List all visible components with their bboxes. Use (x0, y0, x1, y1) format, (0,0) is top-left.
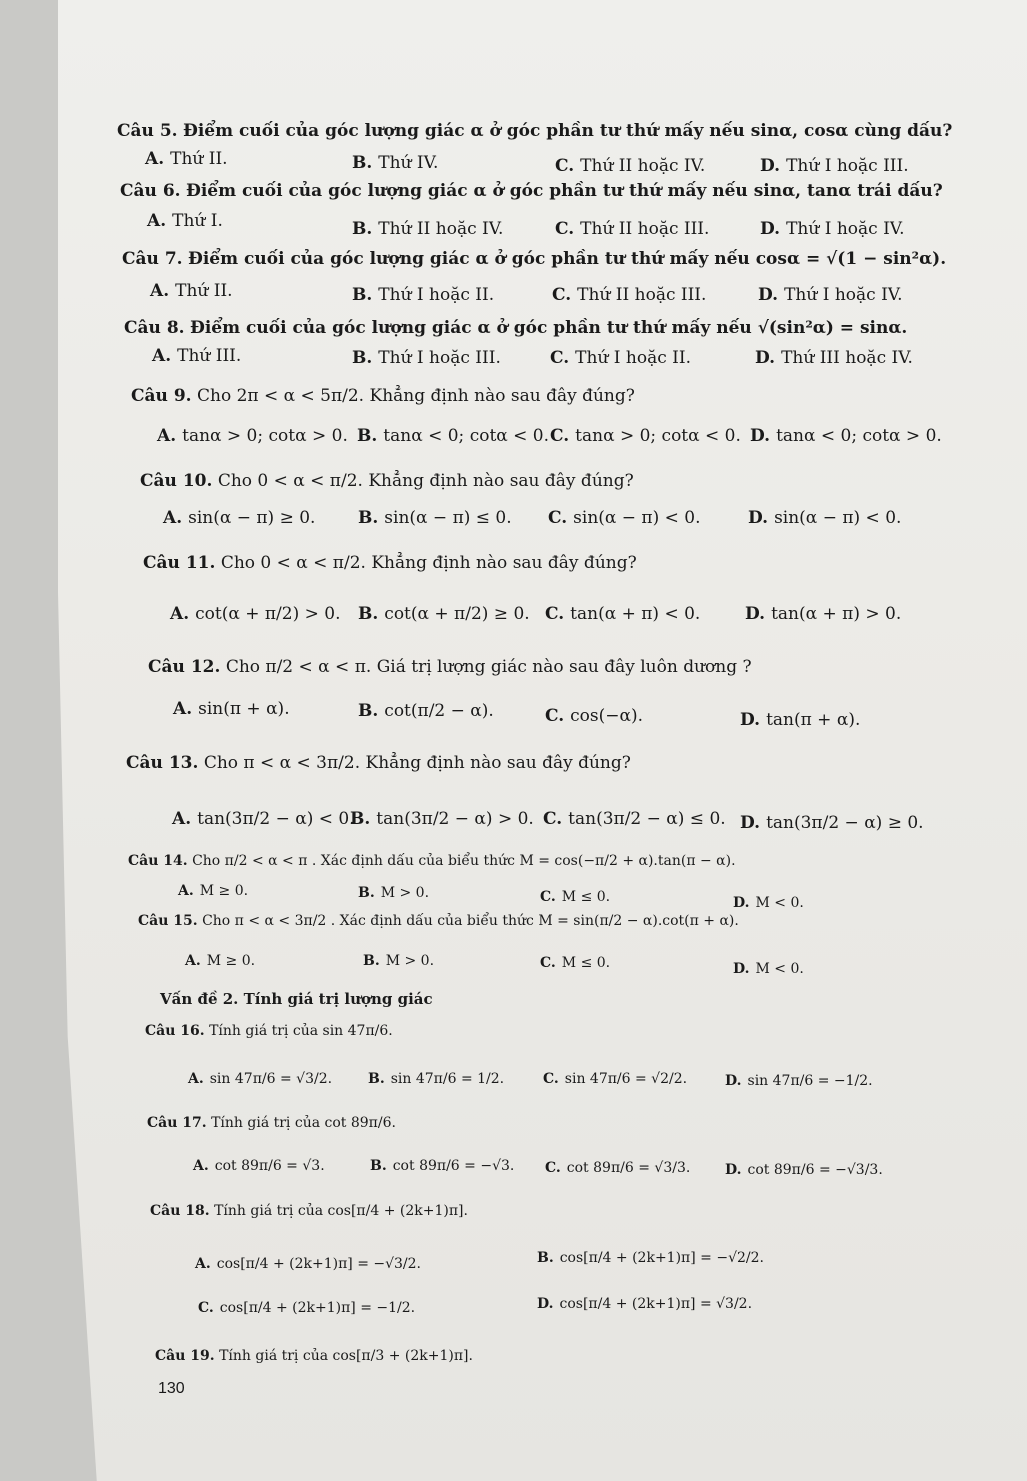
option-content: M ≤ 0. (561, 889, 611, 905)
option-letter: D. (760, 156, 781, 176)
option-letter: C. (543, 1071, 559, 1087)
option-letter: A. (193, 1158, 209, 1174)
question-7-text: Điểm cuối của góc lượng giác α ở góc phần tư thứ mấy nếu cosα = √(1 − sin²α). (187, 249, 947, 269)
option-letter: C. (540, 889, 556, 905)
question-17-number: Câu 17. (147, 1115, 207, 1131)
question-13 (126, 752, 631, 774)
option-content: sin(π + α). (198, 699, 290, 719)
option-letter: B. (363, 953, 380, 969)
question-12-number: Câu 12. (148, 657, 221, 677)
option-content: tan(π + α). (766, 710, 861, 730)
option-content: cot 89π/6 = √3/3. (566, 1160, 691, 1176)
option-content: tanα < 0; cotα > 0. (776, 426, 942, 446)
option-letter: B. (352, 153, 373, 173)
option-letter: D. (750, 426, 771, 446)
option-letter: A. (157, 426, 177, 446)
option-letter: B. (352, 285, 373, 305)
question-18-number: Câu 18. (150, 1203, 210, 1219)
question-15-option-c (540, 952, 610, 974)
option-letter: C. (543, 809, 563, 829)
page-number: 130 (158, 1380, 185, 1397)
question-12-option-a (173, 698, 290, 720)
option-content: M ≥ 0. (199, 883, 249, 899)
option-content: cos(−α). (570, 706, 644, 726)
option-content: Thứ I hoặc III. (786, 156, 909, 176)
question-7-number: Câu 7. (122, 249, 183, 269)
option-letter: B. (537, 1250, 554, 1266)
option-letter: D. (740, 710, 761, 730)
question-8-text: Điểm cuối của góc lượng giác α ở góc phần tư thứ mấy nếu √(sin²α) = sinα. (189, 318, 908, 338)
option-content: Thứ I hoặc III. (378, 348, 501, 368)
question-13-option-a (172, 808, 355, 830)
option-letter: B. (370, 1158, 387, 1174)
question-15-number: Câu 15. (138, 913, 198, 929)
option-content: tan(3π/2 − α) > 0. (376, 809, 534, 829)
question-10-number: Câu 10. (140, 471, 213, 491)
question-18-option-c (198, 1297, 415, 1319)
question-6-text: Điểm cuối của góc lượng giác α ở góc phần tư thứ mấy nếu sinα, tanα trái dấu? (185, 181, 943, 201)
option-content: tan(α + π) > 0. (771, 604, 902, 624)
option-content: tan(3π/2 − α) ≥ 0. (766, 813, 924, 833)
option-content: Thứ III hoặc IV. (781, 348, 913, 368)
question-16-option-b (368, 1068, 504, 1090)
option-letter: C. (548, 508, 568, 528)
question-18-option-d (537, 1293, 752, 1315)
question-14-option-b (358, 882, 429, 904)
question-7-option-c (552, 284, 706, 306)
question-15-option-b (363, 950, 434, 972)
question-11-text: Cho 0 < α < π/2. Khẳng định nào sau đây đúng? (220, 553, 637, 573)
option-content: Thứ II. (170, 149, 228, 169)
option-letter: A. (152, 346, 172, 366)
question-11-number: Câu 11. (143, 553, 216, 573)
question-16-option-a (188, 1068, 332, 1090)
option-letter: D. (755, 348, 776, 368)
question-7 (122, 248, 946, 270)
question-9-text: Cho 2π < α < 5π/2. Khẳng định nào sau đây đúng? (196, 386, 635, 406)
option-letter: D. (733, 961, 750, 977)
option-content: sin(α − π) ≤ 0. (384, 508, 512, 528)
question-6-option-b (352, 218, 503, 240)
question-13-text: Cho π < α < 3π/2. Khẳng định nào sau đây đúng? (203, 753, 631, 773)
option-content: sin(α − π) ≥ 0. (188, 508, 316, 528)
question-7-option-d (758, 284, 903, 306)
option-letter: A. (178, 883, 194, 899)
question-10-text: Cho 0 < α < π/2. Khẳng định nào sau đây đúng? (217, 471, 634, 491)
question-5-text: Điểm cuối của góc lượng giác α ở góc phần tư thứ mấy nếu sinα, cosα cùng dấu? (182, 121, 953, 141)
question-12-text: Cho π/2 < α < π. Giá trị lượng giác nào sau đây luôn dương ? (225, 657, 752, 677)
option-content: cot 89π/6 = √3. (214, 1158, 325, 1174)
option-letter: D. (537, 1296, 554, 1312)
question-14-option-c (540, 886, 610, 908)
option-letter: B. (352, 219, 373, 239)
option-letter: C. (550, 426, 570, 446)
option-letter: A. (172, 809, 192, 829)
question-18-option-a (195, 1253, 421, 1275)
question-16-option-d (725, 1070, 873, 1092)
option-letter: D. (748, 508, 769, 528)
option-letter: C. (545, 706, 565, 726)
option-letter: C. (555, 156, 575, 176)
option-letter: B. (358, 508, 379, 528)
question-19-number: Câu 19. (155, 1348, 215, 1364)
question-16-number: Câu 16. (145, 1023, 205, 1039)
question-9-option-d (750, 425, 942, 447)
question-15-option-d (733, 958, 804, 980)
option-content: M < 0. (755, 961, 804, 977)
question-9-option-b (357, 425, 549, 447)
option-content: cot 89π/6 = −√3. (392, 1158, 515, 1174)
question-15 (138, 910, 739, 932)
option-content: sin 47π/6 = −1/2. (747, 1073, 873, 1089)
option-content: cot(π/2 − α). (384, 701, 494, 721)
option-letter: A. (173, 699, 193, 719)
option-content: sin(α − π) < 0. (774, 508, 902, 528)
question-8-number: Câu 8. (124, 318, 185, 338)
question-8 (124, 317, 907, 339)
option-content: tan(3π/2 − α) ≤ 0. (568, 809, 726, 829)
option-content: M < 0. (755, 895, 804, 911)
question-18 (150, 1200, 468, 1222)
option-content: M > 0. (385, 953, 435, 969)
option-letter: A. (188, 1071, 204, 1087)
question-14 (128, 850, 736, 872)
option-content: M ≤ 0. (561, 955, 611, 971)
option-letter: A. (195, 1256, 211, 1272)
question-11-option-d (745, 603, 901, 625)
option-letter: B. (350, 809, 371, 829)
option-content: Thứ I hoặc II. (378, 285, 495, 305)
question-15-option-a (185, 950, 255, 972)
option-letter: C. (552, 285, 572, 305)
question-17-option-d (725, 1159, 883, 1181)
option-content: Thứ II. (175, 281, 233, 301)
option-letter: C. (198, 1300, 214, 1316)
option-content: sin(α − π) < 0. (573, 508, 701, 528)
option-letter: C. (550, 348, 570, 368)
option-letter: B. (357, 426, 378, 446)
question-16-option-c (543, 1068, 687, 1090)
option-letter: D. (725, 1073, 742, 1089)
question-13-option-d (740, 812, 924, 834)
option-content: cos[π/4 + (2k+1)π] = −√2/2. (559, 1250, 764, 1266)
option-letter: D. (758, 285, 779, 305)
option-content: sin 47π/6 = 1/2. (390, 1071, 505, 1087)
question-16-text: Tính giá trị của sin 47π/6. (209, 1023, 393, 1039)
question-7-option-a (150, 280, 233, 302)
question-12-option-d (740, 709, 860, 731)
question-17-option-a (193, 1155, 325, 1177)
option-content: cos[π/4 + (2k+1)π] = −√3/2. (216, 1256, 422, 1272)
option-content: Thứ I hoặc II. (575, 348, 691, 368)
question-12 (148, 656, 752, 678)
question-11-option-b (358, 603, 530, 625)
option-content: cos[π/4 + (2k+1)π] = −1/2. (219, 1300, 416, 1316)
section-title: Vấn đề 2. Tính giá trị lượng giác (160, 990, 433, 1008)
option-content: Thứ I. (172, 211, 223, 231)
question-9-option-c (550, 425, 741, 447)
option-letter: D. (745, 604, 766, 624)
question-6-number: Câu 6. (120, 181, 181, 201)
option-content: M ≥ 0. (206, 953, 256, 969)
option-letter: D. (725, 1162, 742, 1178)
option-content: M > 0. (380, 885, 430, 901)
question-7-option-b (352, 284, 494, 306)
option-content: Thứ II hoặc III. (580, 219, 710, 239)
question-15-text: Cho π < α < 3π/2 . Xác định dấu của biểu thức M = sin(π/2 − α).cot(π + α). (202, 913, 739, 929)
option-letter: A. (185, 953, 201, 969)
question-11-option-c (545, 603, 700, 625)
question-19-text: Tính giá trị của cos[π/3 + (2k+1)π]. (219, 1348, 473, 1364)
option-letter: C. (545, 1160, 561, 1176)
option-content: sin 47π/6 = √3/2. (209, 1071, 333, 1087)
option-letter: D. (733, 895, 750, 911)
option-content: tanα > 0; cotα < 0. (575, 426, 741, 446)
option-letter: A. (170, 604, 190, 624)
question-14-option-a (178, 880, 248, 902)
option-content: Thứ I hoặc IV. (784, 285, 903, 305)
question-8-option-b (352, 347, 501, 369)
question-8-option-c (550, 347, 691, 369)
question-5-number: Câu 5. (117, 121, 178, 141)
question-5-option-d (760, 155, 909, 177)
question-14-number: Câu 14. (128, 853, 188, 869)
option-letter: C. (540, 955, 556, 971)
question-17-option-b (370, 1155, 514, 1177)
option-letter: A. (145, 149, 165, 169)
question-8-option-a (152, 345, 241, 367)
question-16 (145, 1020, 393, 1042)
question-6-option-d (760, 218, 905, 240)
option-letter: B. (358, 604, 379, 624)
question-6-option-a (147, 210, 223, 232)
option-letter: A. (150, 281, 170, 301)
option-letter: B. (358, 701, 379, 721)
question-19 (155, 1345, 473, 1367)
question-12-option-c (545, 705, 643, 727)
question-13-option-b (350, 808, 534, 830)
option-content: tanα > 0; cotα > 0. (182, 426, 348, 446)
question-10 (140, 470, 634, 492)
question-5-option-c (555, 155, 705, 177)
question-13-number: Câu 13. (126, 753, 199, 773)
question-18-text: Tính giá trị của cos[π/4 + (2k+1)π]. (214, 1203, 468, 1219)
question-12-option-b (358, 700, 494, 722)
question-5 (117, 120, 952, 142)
question-10-option-c (548, 507, 701, 529)
question-6-option-c (555, 218, 709, 240)
option-content: tanα < 0; cotα < 0. (383, 426, 550, 446)
question-13-option-c (543, 808, 726, 830)
question-11-option-a (170, 603, 340, 625)
option-letter: D. (760, 219, 781, 239)
option-letter: B. (368, 1071, 385, 1087)
option-content: tan(α + π) < 0. (570, 604, 701, 624)
question-8-option-d (755, 347, 913, 369)
question-10-option-d (748, 507, 901, 529)
question-5-option-b (352, 152, 438, 174)
option-content: cot(α + π/2) ≥ 0. (384, 604, 530, 624)
option-content: Thứ II hoặc IV. (378, 219, 504, 239)
question-9-number: Câu 9. (131, 386, 192, 406)
option-content: Thứ II hoặc III. (577, 285, 707, 305)
question-17-option-c (545, 1157, 690, 1179)
question-6 (120, 180, 943, 202)
question-10-option-a (163, 507, 315, 529)
question-11 (143, 552, 637, 574)
question-9 (131, 385, 635, 407)
question-5-option-a (145, 148, 228, 170)
question-9-option-a (157, 425, 348, 447)
option-content: cot 89π/6 = −√3/3. (747, 1162, 883, 1178)
question-17 (147, 1112, 396, 1134)
option-content: cos[π/4 + (2k+1)π] = √3/2. (559, 1296, 753, 1312)
option-letter: A. (163, 508, 183, 528)
question-10-option-b (358, 507, 512, 529)
option-content: Thứ I hoặc IV. (786, 219, 905, 239)
option-letter: B. (352, 348, 373, 368)
question-14-text: Cho π/2 < α < π . Xác định dấu của biểu thức M = cos(−π/2 + α).tan(π − α). (192, 853, 736, 869)
question-18-option-b (537, 1247, 764, 1269)
option-letter: A. (147, 211, 167, 231)
question-14-option-d (733, 892, 804, 914)
option-letter: C. (555, 219, 575, 239)
option-content: tan(3π/2 − α) < 0. (197, 809, 355, 829)
question-17-text: Tính giá trị của cot 89π/6. (211, 1115, 396, 1131)
option-content: Thứ II hoặc IV. (580, 156, 706, 176)
option-content: sin 47π/6 = √2/2. (564, 1071, 688, 1087)
option-letter: D. (740, 813, 761, 833)
option-content: Thứ IV. (378, 153, 439, 173)
option-content: cot(α + π/2) > 0. (195, 604, 341, 624)
option-content: Thứ III. (177, 346, 242, 366)
option-letter: C. (545, 604, 565, 624)
option-letter: B. (358, 885, 375, 901)
